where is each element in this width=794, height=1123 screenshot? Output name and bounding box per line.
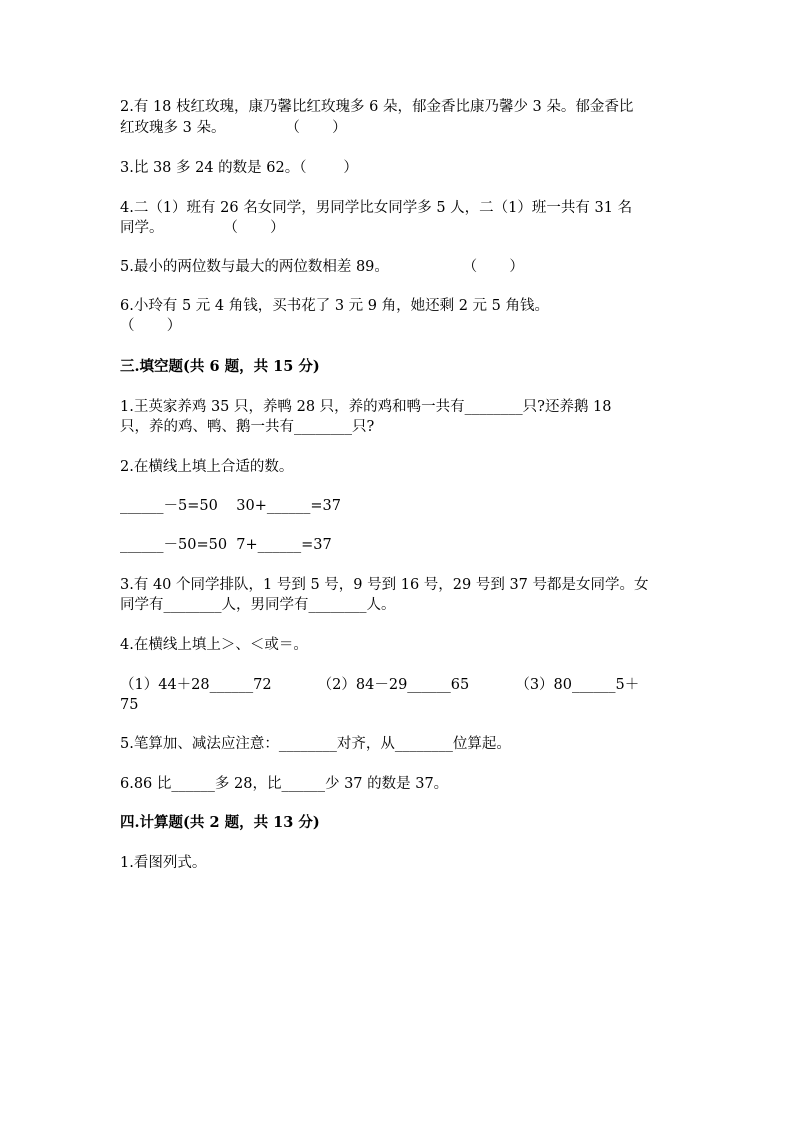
fill-q5: 5.笔算加、减法应注意：________对齐，从________位算起。 bbox=[120, 736, 511, 752]
judge-q6-line2: （ ） bbox=[120, 318, 182, 334]
fill-q4-row-line1: （1）44＋28______72 （2）84－29______65 （3）80______5＋ bbox=[120, 677, 640, 693]
judge-q4-line2: 同学。 （ ） bbox=[120, 220, 285, 236]
fill-q4: 4.在横线上填上＞、＜或＝。 bbox=[120, 637, 308, 653]
fill-q6: 6.86 比______多 28，比______少 37 的数是 37。 bbox=[120, 776, 449, 792]
judge-q6-line1: 6.小玲有 5 元 4 角钱，买书花了 3 元 9 角，她还剩 2 元 5 角钱。 bbox=[120, 298, 549, 314]
fill-q3-line1: 3.有 40 个同学排队，1 号到 5 号，9 号到 16 号，29 号到 37 号都是女同学。女 bbox=[120, 577, 649, 593]
judge-q2-line1: 2.有 18 枝红玫瑰，康乃馨比红玫瑰多 6 朵，郁金香比康乃馨少 3 朵。郁金香比 bbox=[120, 99, 634, 115]
fill-q2-row2: ______－50=50 7+______=37 bbox=[120, 537, 332, 553]
fill-q1-line1: 1.王英家养鸡 35 只，养鸭 28 只，养的鸡和鸭一共有________只?还养鹅 18 bbox=[120, 399, 612, 415]
fill-heading: 三.填空题(共 6 题，共 15 分) bbox=[120, 358, 320, 375]
judge-q3: 3.比 38 多 24 的数是 62。（ ） bbox=[120, 160, 358, 176]
judge-q5: 5.最小的两位数与最大的两位数相差 89。 （ ） bbox=[120, 259, 524, 275]
judge-q2-line2: 红玫瑰多 3 朵。 （ ） bbox=[120, 120, 347, 136]
judge-q4-line1: 4.二（1）班有 26 名女同学，男同学比女同学多 5 人，二（1）班一共有 31 名 bbox=[120, 200, 633, 216]
fill-q3-line2: 同学有________人，男同学有________人。 bbox=[120, 597, 396, 613]
fill-q1-line2: 只，养的鸡、鸭、鹅一共有________只? bbox=[120, 419, 375, 435]
fill-q4-row-line2: 75 bbox=[120, 697, 139, 713]
calc-q1: 1.看图列式。 bbox=[120, 855, 207, 871]
calc-heading: 四.计算题(共 2 题，共 13 分) bbox=[120, 814, 320, 831]
fill-q2-row1: ______－5=50 30+______=37 bbox=[120, 498, 341, 514]
fill-q2: 2.在横线上填上合适的数。 bbox=[120, 459, 294, 475]
